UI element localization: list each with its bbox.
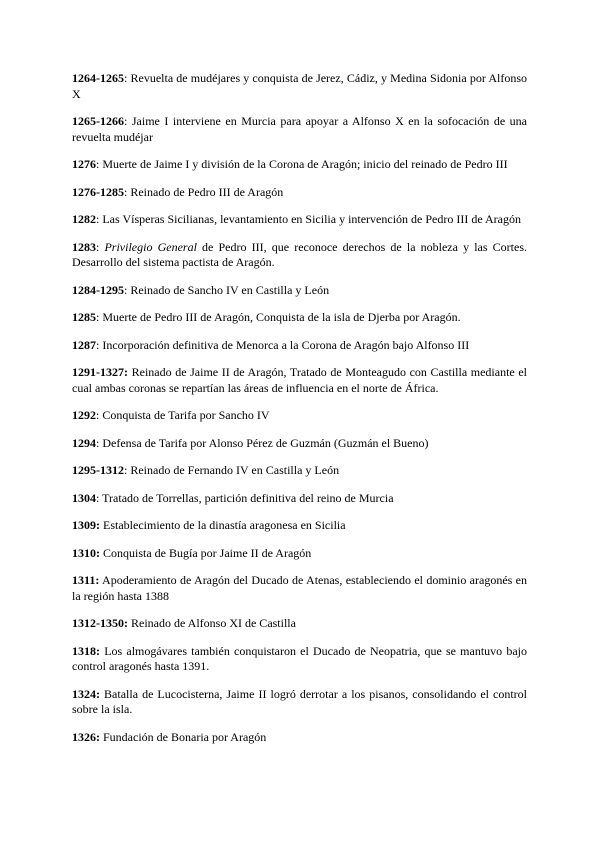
entry-date: 1282 [72,212,96,226]
entry-date: 1291-1327: [72,365,128,379]
entry-text: Jaime I interviene en Murcia para apoyar a Alfonso X en la sofocación de una revuelta mudéjar [72,114,527,144]
timeline-entry: 1285: Muerte de Pedro III de Aragón, Conquista de la isla de Djerba por Aragón. [72,310,461,324]
timeline-entry [72,687,527,718]
entry-date: 1276-1285 [72,184,124,199]
entry-date: 1284-1295 [72,282,124,297]
entry-text: Defensa de Tarifa por Alonso Pérez de Guzmán (Guzmán el Bueno) [102,435,429,450]
entry-date: 1309: [72,518,100,532]
entry-text: Revuelta de mudéjares y conquista de Jerez, Cádiz, y Medina Sidonia por Alfonso X [72,71,527,101]
entry-date: 1324: [72,686,100,701]
entry-date: 1326: [72,729,100,744]
entry-date: 1276 [72,157,96,171]
entry-text: Tratado de Torrellas, partición definitiva del reino de Murcia [102,490,394,505]
entry-date: 1311: [72,573,100,587]
entry-date: 1295-1312 [72,463,124,477]
entry-text: Conquista de Bugía por Jaime II de Aragón [103,545,312,560]
entry-text: Reinado de Pedro III de Aragón [130,184,284,199]
entry-text: Establecimiento de la dinastía aragonesa en Sicilia [103,518,346,532]
timeline-entry: 1276-1285: Reinado de Pedro III de Aragón [72,184,284,199]
entry-text: Las Vísperas Sicilianas, levantamiento en Sicilia y intervención de Pedro III de Aragón [102,212,522,226]
entry-date: 1318: [72,643,100,658]
entry-date: 1304 [72,490,96,505]
timeline-entry [72,365,527,396]
timeline-entry: 1265-1266: Jaime I interviene en Murcia para apoyar a Alfonso X en la sofocación de una revuelta mudéjar [72,114,527,144]
entry-date: 1265-1266 [72,114,124,128]
entry-text: Reinado de Sancho IV en Castilla y León [130,282,330,297]
timeline-entry: 1264-1265: Revuelta de mudéjares y conquista de Jerez, Cádiz, y Medina Sidonia por Alfonso X [72,71,527,101]
document-page [72,71,527,757]
entry-text: Muerte de Jaime I y división de la Corona de Aragón; inicio del reinado de Pedro III [102,157,508,171]
entry-text: Apoderamiento de Aragón del Ducado de Atenas, estableciendo el dominio aragonés en la región hasta 1388 [72,573,527,603]
entry-date: 1292 [72,408,96,422]
timeline-entry [72,644,527,675]
timeline-entry: 1292: Conquista de Tarifa por Sancho IV [72,408,270,422]
entry-text: Reinado de Fernando IV en Castilla y León [130,463,340,477]
entry-text: Conquista de Tarifa por Sancho IV [102,408,270,422]
timeline-entry: 1287: Incorporación definitiva de Menorca a la Corona de Aragón bajo Alfonso III [72,337,470,352]
entry-text: Reinado de Jaime II de Aragón, Tratado de Monteagudo con Castilla mediante el cual ambas coronas se repartían las áreas de influencia en el norte de África. [72,365,527,395]
entry-text: Incorporación definitiva de Menorca a la Corona de Aragón bajo Alfonso III [102,337,470,352]
entry-text: Fundación de Bonaria por Aragón [103,729,267,744]
timeline-entry: 1283: Privilegio General de Pedro III, que reconoce derechos de la nobleza y las Cortes. Desarrollo del sistema pactista de Aragón. [72,239,528,269]
entry-text: Reinado de Alfonso XI de Castilla [131,616,296,630]
timeline-entry: 1282: Las Vísperas Sicilianas, levantamiento en Sicilia y intervención de Pedro III de Aragón [72,212,522,226]
entry-date: 1312-1350: [72,616,128,630]
entry-date: 1283 [72,239,96,254]
entry-text: Muerte de Pedro III de Aragón, Conquista de la isla de Djerba por Aragón. [102,310,461,324]
timeline-entry: 1295-1312: Reinado de Fernando IV en Castilla y León [72,463,340,477]
entry-italic-title: Privilegio General [104,239,197,254]
timeline-entry [72,573,527,604]
entry-date: 1264-1265 [72,71,124,85]
entry-text: Los almogávares también conquistaron el Ducado de Neopatria, que se mantuvo bajo control aragonés hasta 1391. [72,643,528,673]
timeline-entry: 1304: Tratado de Torrellas, partición definitiva del reino de Murcia [72,490,394,505]
entry-date: 1310: [72,545,100,560]
timeline-entry: 1284-1295: Reinado de Sancho IV en Castilla y León [72,282,330,297]
entry-date: 1285 [72,310,96,324]
entry-text: de Pedro III, que reconoce derechos de la nobleza y las Cortes. Desarrollo del sistema pactista de Aragón. [72,239,528,269]
timeline-entry [72,730,527,746]
timeline-entry [72,616,527,632]
timeline-entry [72,546,527,562]
timeline-entry: 1276: Muerte de Jaime I y división de la Corona de Aragón; inicio del reinado de Pedro III [72,157,508,171]
entry-date: 1294 [72,435,96,450]
timeline-entry [72,518,527,534]
entry-text: Batalla de Lucocisterna, Jaime II logró derrotar a los pisanos, consolidando el control sobre la isla. [72,686,528,716]
timeline-entry: 1294: Defensa de Tarifa por Alonso Pérez de Guzmán (Guzmán el Bueno) [72,435,429,450]
entry-date: 1287 [72,337,96,352]
